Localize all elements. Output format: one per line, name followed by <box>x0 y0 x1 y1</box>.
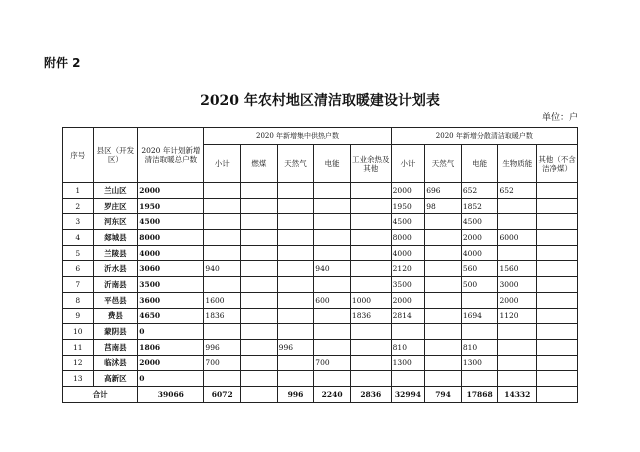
row-dispersed-electric: 4500 <box>461 214 498 230</box>
row-central-subtotal <box>204 245 241 261</box>
row-dispersed-other <box>537 355 578 371</box>
row-dispersed-electric: 1300 <box>461 355 498 371</box>
row-central-gas <box>277 355 314 371</box>
table-row <box>63 277 578 293</box>
row-dispersed-subtotal: 2000 <box>391 292 425 308</box>
row-dispersed-biomass: 6000 <box>498 230 537 246</box>
row-dispersed-subtotal: 4000 <box>391 245 425 261</box>
row-planned-total: 3600 <box>138 292 204 308</box>
row-planned-total: 4650 <box>138 308 204 324</box>
row-central-coal <box>241 183 278 199</box>
row-central-electric <box>314 371 351 387</box>
total-dispersed-gas: 794 <box>425 386 462 402</box>
row-central-electric <box>314 308 351 324</box>
row-central-coal <box>241 277 278 293</box>
row-central-subtotal: 700 <box>204 355 241 371</box>
row-central-waste-heat <box>350 339 391 355</box>
row-central-electric <box>314 230 351 246</box>
row-dispersed-subtotal: 1300 <box>391 355 425 371</box>
row-dispersed-electric: 652 <box>461 183 498 199</box>
row-dispersed-other <box>537 230 578 246</box>
row-dispersed-gas <box>425 230 462 246</box>
row-central-coal <box>241 371 278 387</box>
row-central-subtotal: 1600 <box>204 292 241 308</box>
total-central-electric: 2240 <box>314 386 351 402</box>
row-dispersed-electric: 1852 <box>461 198 498 214</box>
row-dispersed-biomass <box>498 245 537 261</box>
row-dispersed-gas <box>425 277 462 293</box>
row-planned-total: 2000 <box>138 183 204 199</box>
table-row <box>63 261 578 277</box>
row-dispersed-biomass <box>498 339 537 355</box>
row-county: 兰山区 <box>93 183 138 199</box>
row-central-waste-heat <box>350 183 391 199</box>
row-dispersed-subtotal: 2814 <box>391 308 425 324</box>
row-dispersed-gas <box>425 292 462 308</box>
row-dispersed-subtotal: 8000 <box>391 230 425 246</box>
row-dispersed-gas <box>425 324 462 340</box>
row-county: 平邑县 <box>93 292 138 308</box>
row-central-coal <box>241 261 278 277</box>
row-county: 沂水县 <box>93 261 138 277</box>
table-row <box>63 292 578 308</box>
row-planned-total: 0 <box>138 324 204 340</box>
row-seq: 8 <box>63 292 94 308</box>
total-dispersed-biomass: 14332 <box>498 386 537 402</box>
row-county: 高新区 <box>93 371 138 387</box>
table-row <box>63 230 578 246</box>
row-central-subtotal <box>204 230 241 246</box>
header-planned-total: 2020 年计划新增清洁取暖总户数 <box>138 128 204 183</box>
row-seq: 9 <box>63 308 94 324</box>
row-dispersed-subtotal <box>391 371 425 387</box>
row-dispersed-biomass: 2000 <box>498 292 537 308</box>
row-county: 莒南县 <box>93 339 138 355</box>
row-dispersed-biomass: 1560 <box>498 261 537 277</box>
row-central-gas <box>277 292 314 308</box>
row-seq: 10 <box>63 324 94 340</box>
row-central-coal <box>241 245 278 261</box>
row-central-gas <box>277 371 314 387</box>
row-dispersed-biomass: 1120 <box>498 308 537 324</box>
row-dispersed-subtotal: 2000 <box>391 183 425 199</box>
row-central-waste-heat <box>350 214 391 230</box>
row-dispersed-subtotal: 1950 <box>391 198 425 214</box>
row-dispersed-electric: 1694 <box>461 308 498 324</box>
row-dispersed-other <box>537 198 578 214</box>
row-dispersed-gas <box>425 339 462 355</box>
row-seq: 11 <box>63 339 94 355</box>
row-county: 河东区 <box>93 214 138 230</box>
row-dispersed-electric: 500 <box>461 277 498 293</box>
row-central-subtotal <box>204 198 241 214</box>
row-dispersed-other <box>537 261 578 277</box>
row-planned-total: 2000 <box>138 355 204 371</box>
total-dispersed-subtotal: 32994 <box>391 386 425 402</box>
row-dispersed-biomass: 652 <box>498 183 537 199</box>
row-central-waste-heat <box>350 324 391 340</box>
total-dispersed-other <box>537 386 578 402</box>
row-county: 郯城县 <box>93 230 138 246</box>
row-central-coal <box>241 355 278 371</box>
row-central-coal <box>241 198 278 214</box>
row-county: 蒙阴县 <box>93 324 138 340</box>
row-dispersed-other <box>537 339 578 355</box>
row-dispersed-electric <box>461 292 498 308</box>
header-dispersed-subtotal: 小计 <box>391 145 425 183</box>
row-county: 兰陵县 <box>93 245 138 261</box>
header-dispersed-other: 其他（不含洁净煤） <box>537 145 578 183</box>
row-seq: 1 <box>63 183 94 199</box>
total-planned: 39066 <box>138 386 204 402</box>
row-central-electric: 600 <box>314 292 351 308</box>
row-central-waste-heat <box>350 198 391 214</box>
row-central-subtotal <box>204 183 241 199</box>
row-county: 费县 <box>93 308 138 324</box>
row-planned-total: 8000 <box>138 230 204 246</box>
table-body <box>63 183 578 403</box>
row-central-coal <box>241 292 278 308</box>
row-dispersed-electric: 810 <box>461 339 498 355</box>
table-row <box>63 183 578 199</box>
table-row <box>63 308 578 324</box>
row-dispersed-biomass <box>498 355 537 371</box>
row-seq: 4 <box>63 230 94 246</box>
row-central-waste-heat <box>350 245 391 261</box>
header-seq: 序号 <box>63 128 94 183</box>
row-central-subtotal: 940 <box>204 261 241 277</box>
row-dispersed-other <box>537 245 578 261</box>
row-dispersed-electric: 4000 <box>461 245 498 261</box>
header-dispersed-gas: 天然气 <box>425 145 462 183</box>
header-dispersed-biomass: 生物质能 <box>498 145 537 183</box>
row-county: 罗庄区 <box>93 198 138 214</box>
row-county: 沂南县 <box>93 277 138 293</box>
table-row <box>63 324 578 340</box>
row-dispersed-subtotal: 4500 <box>391 214 425 230</box>
header-county: 县区（开发区） <box>93 128 138 183</box>
total-row <box>63 386 578 402</box>
row-central-gas <box>277 183 314 199</box>
row-central-waste-heat <box>350 355 391 371</box>
row-seq: 12 <box>63 355 94 371</box>
row-planned-total: 4000 <box>138 245 204 261</box>
header-central-waste-heat: 工业余热及其他 <box>350 145 391 183</box>
header-dispersed-group: 2020 年新增分散清洁取暖户数 <box>391 128 577 145</box>
row-central-subtotal <box>204 277 241 293</box>
table-row <box>63 371 578 387</box>
row-central-electric <box>314 324 351 340</box>
total-central-subtotal: 6072 <box>204 386 241 402</box>
row-dispersed-other <box>537 324 578 340</box>
unit-label: 单位：户 <box>541 113 578 123</box>
header-dispersed-electric: 电能 <box>461 145 498 183</box>
row-seq: 5 <box>63 245 94 261</box>
row-dispersed-other <box>537 214 578 230</box>
row-central-gas <box>277 198 314 214</box>
row-dispersed-biomass <box>498 214 537 230</box>
header-central-group: 2020 年新增集中供热户数 <box>204 128 391 145</box>
row-central-electric <box>314 339 351 355</box>
row-dispersed-electric <box>461 324 498 340</box>
row-dispersed-subtotal <box>391 324 425 340</box>
row-central-coal <box>241 324 278 340</box>
row-seq: 13 <box>63 371 94 387</box>
row-dispersed-subtotal: 3500 <box>391 277 425 293</box>
row-dispersed-other <box>537 183 578 199</box>
row-dispersed-electric: 560 <box>461 261 498 277</box>
row-central-gas <box>277 277 314 293</box>
row-central-gas <box>277 308 314 324</box>
row-central-gas: 996 <box>277 339 314 355</box>
row-central-subtotal: 1836 <box>204 308 241 324</box>
table-row <box>63 214 578 230</box>
row-seq: 7 <box>63 277 94 293</box>
table-row <box>63 355 578 371</box>
row-seq: 2 <box>63 198 94 214</box>
row-dispersed-gas <box>425 214 462 230</box>
row-seq: 6 <box>63 261 94 277</box>
header-central-gas: 天然气 <box>277 145 314 183</box>
row-central-subtotal <box>204 214 241 230</box>
row-dispersed-gas <box>425 308 462 324</box>
total-central-waste-heat: 2836 <box>350 386 391 402</box>
row-dispersed-electric <box>461 371 498 387</box>
row-planned-total: 3500 <box>138 277 204 293</box>
header-central-electric: 电能 <box>314 145 351 183</box>
row-dispersed-other <box>537 308 578 324</box>
row-central-waste-heat: 1000 <box>350 292 391 308</box>
row-dispersed-electric: 2000 <box>461 230 498 246</box>
row-dispersed-gas: 98 <box>425 198 462 214</box>
total-central-gas: 996 <box>277 386 314 402</box>
row-central-coal <box>241 308 278 324</box>
total-dispersed-electric: 17868 <box>461 386 498 402</box>
row-central-waste-heat <box>350 230 391 246</box>
header-central-coal: 燃煤 <box>241 145 278 183</box>
row-central-subtotal: 996 <box>204 339 241 355</box>
row-dispersed-gas <box>425 355 462 371</box>
row-dispersed-gas <box>425 371 462 387</box>
row-central-coal <box>241 230 278 246</box>
row-dispersed-biomass <box>498 198 537 214</box>
row-planned-total: 4500 <box>138 214 204 230</box>
row-central-waste-heat <box>350 277 391 293</box>
row-central-subtotal <box>204 324 241 340</box>
header-central-subtotal: 小计 <box>204 145 241 183</box>
row-central-waste-heat <box>350 261 391 277</box>
row-dispersed-subtotal: 2120 <box>391 261 425 277</box>
row-seq: 3 <box>63 214 94 230</box>
row-central-gas <box>277 245 314 261</box>
plan-table <box>62 127 578 403</box>
page-title: 2020 年农村地区清洁取暖建设计划表 <box>200 93 440 109</box>
row-central-gas <box>277 324 314 340</box>
row-planned-total: 1950 <box>138 198 204 214</box>
row-dispersed-gas <box>425 261 462 277</box>
row-central-electric <box>314 214 351 230</box>
row-central-electric <box>314 183 351 199</box>
table-row <box>63 245 578 261</box>
row-dispersed-biomass: 3000 <box>498 277 537 293</box>
row-central-subtotal <box>204 371 241 387</box>
total-label: 合计 <box>63 386 138 402</box>
row-central-electric <box>314 277 351 293</box>
row-central-electric: 940 <box>314 261 351 277</box>
row-dispersed-other <box>537 371 578 387</box>
row-county: 临沭县 <box>93 355 138 371</box>
row-central-electric: 700 <box>314 355 351 371</box>
row-central-coal <box>241 214 278 230</box>
row-central-waste-heat <box>350 371 391 387</box>
row-dispersed-biomass <box>498 324 537 340</box>
row-planned-total: 0 <box>138 371 204 387</box>
row-central-coal <box>241 339 278 355</box>
row-central-gas <box>277 261 314 277</box>
row-dispersed-gas <box>425 245 462 261</box>
attachment-label: 附件 2 <box>44 56 81 70</box>
row-planned-total: 3060 <box>138 261 204 277</box>
total-central-coal <box>241 386 278 402</box>
row-central-waste-heat: 1836 <box>350 308 391 324</box>
row-central-electric <box>314 245 351 261</box>
row-planned-total: 1806 <box>138 339 204 355</box>
table-row <box>63 198 578 214</box>
row-central-electric <box>314 198 351 214</box>
row-dispersed-biomass <box>498 371 537 387</box>
row-dispersed-subtotal: 810 <box>391 339 425 355</box>
row-dispersed-gas: 696 <box>425 183 462 199</box>
row-central-gas <box>277 214 314 230</box>
row-central-gas <box>277 230 314 246</box>
row-dispersed-other <box>537 292 578 308</box>
row-dispersed-other <box>537 277 578 293</box>
table-row <box>63 339 578 355</box>
